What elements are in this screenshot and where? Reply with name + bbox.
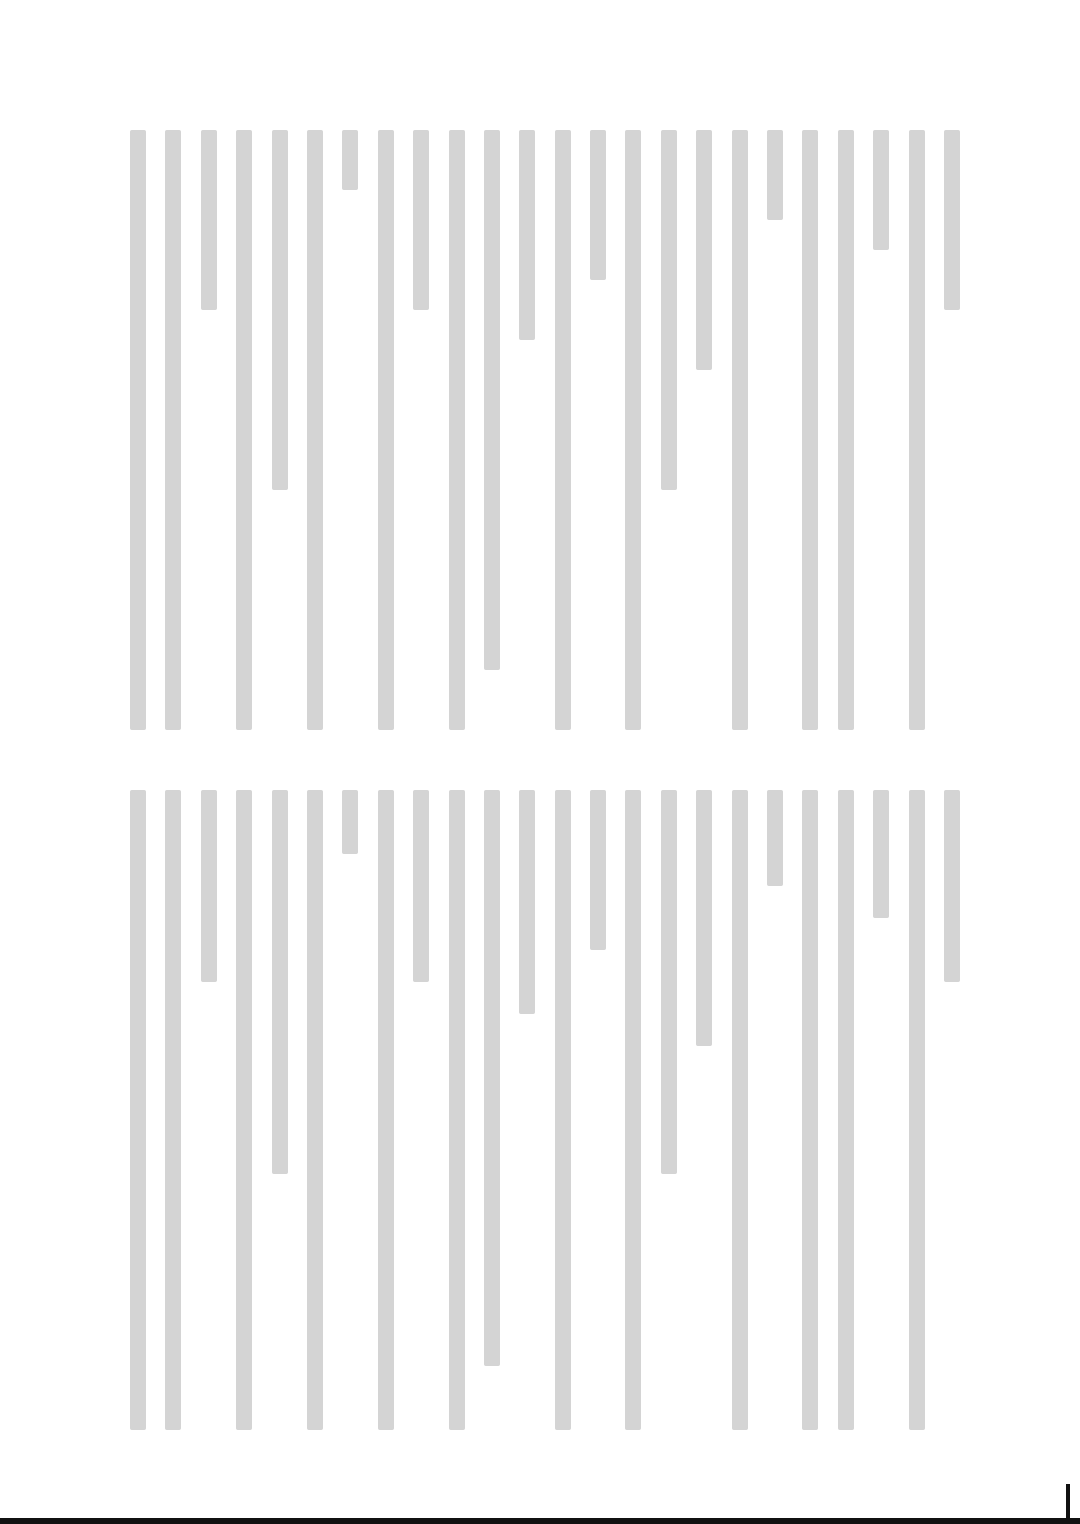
text-column	[201, 790, 217, 982]
text-column	[732, 790, 748, 1430]
text-column	[696, 790, 712, 1046]
text-column	[272, 130, 288, 490]
scan-edge-right	[1066, 1484, 1070, 1524]
scan-edge-bottom	[0, 1518, 1080, 1524]
text-column	[519, 130, 535, 340]
text-column	[236, 130, 252, 730]
text-column	[378, 790, 394, 1430]
text-column	[838, 130, 854, 730]
text-column	[696, 130, 712, 370]
text-column	[909, 130, 925, 730]
text-column	[484, 790, 500, 1366]
text-column	[555, 130, 571, 730]
text-column	[590, 790, 606, 950]
text-column	[307, 790, 323, 1430]
text-column	[873, 130, 889, 250]
text-column	[413, 130, 429, 310]
text-column	[342, 790, 358, 854]
text-column	[625, 790, 641, 1430]
text-column	[449, 790, 465, 1430]
text-column	[342, 130, 358, 190]
text-column	[767, 790, 783, 886]
text-column	[236, 790, 252, 1430]
text-column	[802, 790, 818, 1430]
text-column	[661, 790, 677, 1174]
upper-text-block	[130, 130, 960, 730]
text-column	[944, 130, 960, 310]
text-column	[873, 790, 889, 918]
text-column	[661, 130, 677, 490]
text-column	[165, 130, 181, 730]
text-column	[944, 790, 960, 982]
text-column	[625, 130, 641, 730]
text-column	[732, 130, 748, 730]
text-column	[201, 130, 217, 310]
lower-text-block	[130, 790, 960, 1430]
text-column	[272, 790, 288, 1174]
text-column	[307, 130, 323, 730]
text-column	[519, 790, 535, 1014]
text-column	[767, 130, 783, 220]
text-column	[130, 130, 146, 730]
text-column	[802, 130, 818, 730]
text-column	[413, 790, 429, 982]
text-column	[484, 130, 500, 670]
text-column	[909, 790, 925, 1430]
text-column	[555, 790, 571, 1430]
text-column	[838, 790, 854, 1430]
text-column	[165, 790, 181, 1430]
text-column	[590, 130, 606, 280]
text-column	[449, 130, 465, 730]
text-column	[378, 130, 394, 730]
text-column	[130, 790, 146, 1430]
